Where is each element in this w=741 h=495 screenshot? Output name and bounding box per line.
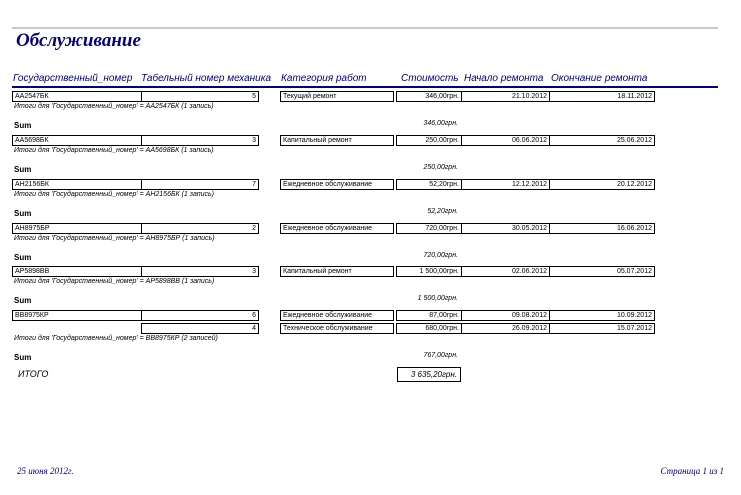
cell-start: 12.12.2012	[461, 179, 550, 190]
col-header-cost: Стоимость	[401, 73, 459, 84]
col-header-end: Окончание ремонта	[551, 73, 648, 84]
sum-label: Sum	[14, 209, 32, 218]
group-sum-value: 250,00грн.	[423, 164, 458, 171]
group-sum-value: 52,20грн.	[427, 208, 458, 215]
col-header-start: Начало ремонта	[464, 73, 544, 84]
cell-cost: 720,00грн.	[396, 223, 462, 234]
cell-end: 18.11.2012	[549, 91, 655, 102]
cell-category: Ежедневное обслуживание	[280, 223, 394, 234]
cell-mechanic: 7	[141, 179, 259, 190]
cell-category: Капитальный ремонт	[280, 266, 394, 277]
col-header-mechanic: Табельный номер механика	[141, 73, 271, 84]
sum-label: Sum	[14, 165, 32, 174]
cell-cost: 346,00грн.	[396, 91, 462, 102]
top-rule	[12, 27, 718, 29]
cell-mechanic: 4	[141, 323, 259, 334]
group-summary-text: Итоги для 'Государственный_номер' = AH8975БР (1 запись)	[14, 235, 215, 242]
cell-plate: AA5698БК	[12, 135, 142, 146]
cell-cost: 1 500,00грн.	[396, 266, 462, 277]
cell-mechanic: 6	[141, 310, 259, 321]
cell-start: 06.06.2012	[461, 135, 550, 146]
group-summary-text: Итоги для 'Государственный_номер' = AH2156БК (1 запись)	[14, 191, 215, 198]
report-title: Обслуживание	[16, 30, 141, 51]
cell-plate: AA2547БК	[12, 91, 142, 102]
cell-cost: 52,20грн.	[396, 179, 462, 190]
cell-end: 15.07.2012	[549, 323, 655, 334]
cell-cost: 680,00грн.	[396, 323, 462, 334]
col-header-category: Категория работ	[281, 73, 367, 84]
cell-cost: 250,00грн.	[396, 135, 462, 146]
group-sum-value: 346,00грн.	[423, 120, 458, 127]
cell-start: 21.10.2012	[461, 91, 550, 102]
group-sum-value: 720,00грн.	[423, 252, 458, 259]
cell-plate: AP5898ВВ	[12, 266, 142, 277]
cell-category: Ежедневное обслуживание	[280, 179, 394, 190]
col-header-plate: Государственный_номер	[13, 73, 133, 84]
cell-mechanic: 3	[141, 266, 259, 277]
group-summary-text: Итоги для 'Государственный_номер' = AA2547БК (1 запись)	[14, 103, 214, 110]
footer-date: 25 июня 2012г.	[17, 466, 74, 476]
cell-mechanic: 5	[141, 91, 259, 102]
group-sum-value: 1 500,00грн.	[417, 295, 458, 302]
group-summary-text: Итоги для 'Государственный_номер' = AP5898ВВ (1 запись)	[14, 278, 215, 285]
cell-plate: BB8975КР	[12, 310, 142, 321]
cell-start: 09.08.2012	[461, 310, 550, 321]
group-sum-value: 767,00грн.	[423, 352, 458, 359]
cell-end: 25.06.2012	[549, 135, 655, 146]
sum-label: Sum	[14, 253, 32, 262]
cell-mechanic: 2	[141, 223, 259, 234]
header-rule	[12, 86, 718, 88]
total-value: 3 635,20грн.	[397, 367, 461, 382]
cell-end: 10.09.2012	[549, 310, 655, 321]
cell-plate: AH2156БК	[12, 179, 142, 190]
cell-end: 05.07.2012	[549, 266, 655, 277]
footer-page: Страница 1 из 1	[660, 466, 724, 476]
cell-start: 30.05.2012	[461, 223, 550, 234]
cell-start: 26.09.2012	[461, 323, 550, 334]
sum-label: Sum	[14, 353, 32, 362]
cell-end: 16.06.2012	[549, 223, 655, 234]
cell-start: 02.06.2012	[461, 266, 550, 277]
group-summary-text: Итоги для 'Государственный_номер' = AA5698БК (1 запись)	[14, 147, 214, 154]
sum-label: Sum	[14, 121, 32, 130]
cell-category: Капитальный ремонт	[280, 135, 394, 146]
cell-end: 20.12.2012	[549, 179, 655, 190]
total-label: ИТОГО	[18, 369, 49, 379]
cell-cost: 87,00грн.	[396, 310, 462, 321]
cell-category: Техническое обслуживание	[280, 323, 394, 334]
sum-label: Sum	[14, 296, 32, 305]
cell-mechanic: 3	[141, 135, 259, 146]
cell-plate: AH8975БР	[12, 223, 142, 234]
cell-category: Ежедневное обслуживание	[280, 310, 394, 321]
cell-category: Текущий ремонт	[280, 91, 394, 102]
group-summary-text: Итоги для 'Государственный_номер' = BB8975КР (2 записей)	[14, 335, 218, 342]
